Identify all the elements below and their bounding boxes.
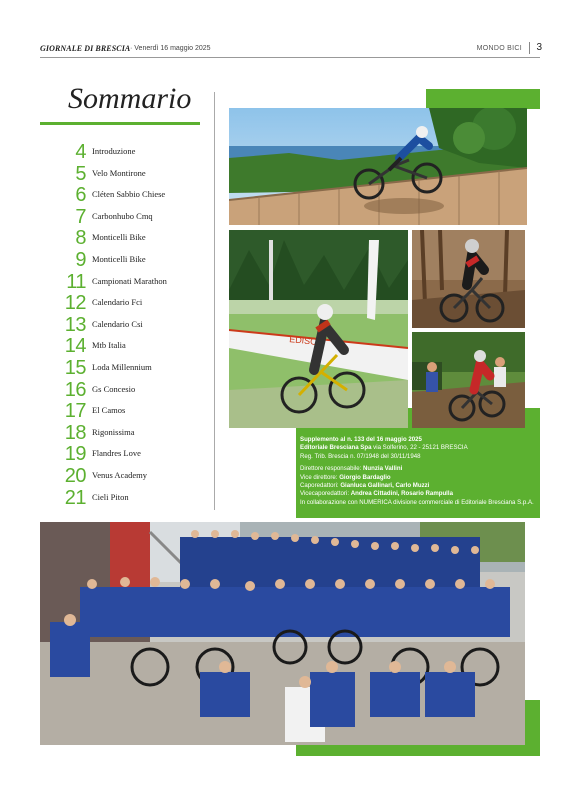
newspaper-name: GIORNALE DI BRESCIA bbox=[40, 44, 131, 53]
director-label: Direttore responsabile: bbox=[300, 465, 363, 473]
toc-item[interactable] bbox=[60, 379, 208, 401]
toc-page-number: 15 bbox=[64, 356, 86, 379]
toc-page-number: 6 bbox=[75, 184, 86, 207]
toc-item[interactable] bbox=[60, 163, 208, 185]
toc-page-number: 5 bbox=[75, 162, 86, 185]
title-underline bbox=[40, 122, 200, 125]
toc-label: Introduzione bbox=[92, 146, 136, 156]
toc-label: Flandres Love bbox=[92, 448, 141, 459]
toc-label: Gs Concesio bbox=[92, 383, 136, 394]
toc-item[interactable] bbox=[60, 271, 208, 293]
editors-names: Gianluca Gallinari, Carlo Muzzi bbox=[340, 482, 430, 490]
toc-page-number: 13 bbox=[64, 313, 86, 336]
toc-label: Monticelli Bike bbox=[92, 232, 146, 243]
deputy-label: Vicecaporedattori: bbox=[300, 490, 351, 498]
toc-page-number: 14 bbox=[64, 335, 86, 358]
mtb-rider-race-photo bbox=[229, 230, 408, 428]
collaboration-line: In collaborazione con NUMERICA divisione commerciale di Editoriale Bresciana S.p.A. bbox=[300, 498, 534, 506]
publisher-address: via Solferino, 22 - 25121 BRESCIA bbox=[371, 444, 468, 452]
toc-page-number: 17 bbox=[64, 400, 86, 423]
toc-label: Campionati Marathon bbox=[92, 275, 167, 286]
toc-page-number: 19 bbox=[64, 443, 86, 466]
column-divider bbox=[214, 92, 215, 510]
toc-page-number: 7 bbox=[75, 205, 86, 228]
registration-line: Reg. Trib. Brescia n. 07/1948 del 30/11/1948 bbox=[300, 452, 421, 460]
section-name: MONDO BICI bbox=[476, 45, 522, 52]
toc-item[interactable] bbox=[60, 335, 208, 357]
publication-credits bbox=[300, 436, 538, 507]
toc-item[interactable] bbox=[60, 184, 208, 206]
toc-label: Monticelli Bike bbox=[92, 253, 146, 264]
header-divider bbox=[529, 42, 530, 54]
toc-page-number: 8 bbox=[75, 227, 86, 250]
toc-label: Carbonhubo Cmq bbox=[92, 210, 153, 221]
page-number: 3 bbox=[536, 42, 542, 53]
director-name: Nunzia Vallini bbox=[363, 465, 403, 473]
toc-item[interactable] bbox=[60, 357, 208, 379]
toc-item[interactable] bbox=[60, 487, 208, 509]
vice-name: Giorgio Bardaglio bbox=[339, 473, 391, 481]
toc-page-number: 20 bbox=[64, 464, 86, 487]
vice-label: Vice direttore: bbox=[300, 473, 340, 481]
toc-label: Mtb Italia bbox=[92, 340, 126, 351]
toc-item[interactable] bbox=[60, 443, 208, 465]
toc-item[interactable] bbox=[60, 141, 208, 163]
issue-date: · Venerdì 16 maggio 2025 bbox=[130, 45, 211, 52]
cycling-team-group-photo bbox=[40, 522, 525, 745]
toc-label: Rigonissima bbox=[92, 426, 135, 437]
toc-page-number: 18 bbox=[64, 421, 86, 444]
toc-item[interactable] bbox=[60, 422, 208, 444]
deputy-names: Andrea Cittadini, Rosario Rampulla bbox=[350, 490, 453, 498]
toc-item[interactable] bbox=[60, 206, 208, 228]
toc-item[interactable] bbox=[60, 314, 208, 336]
toc-label: Loda Millennium bbox=[92, 361, 152, 372]
mtb-rider-forest-photo bbox=[412, 230, 525, 328]
supplement-line: Supplemento al n. 133 del 16 maggio 2025 bbox=[300, 436, 422, 443]
header-rule bbox=[40, 57, 540, 58]
toc-item[interactable] bbox=[60, 465, 208, 487]
toc-label: Cieli Piton bbox=[92, 491, 129, 502]
toc-item[interactable] bbox=[60, 227, 208, 249]
toc-label: El Camos bbox=[92, 405, 126, 416]
editors-label: Caporedattori: bbox=[300, 482, 341, 490]
toc-item[interactable] bbox=[60, 400, 208, 422]
toc-page-number: 4 bbox=[75, 141, 86, 163]
toc-label: Calendario Fci bbox=[92, 297, 143, 308]
green-accent-block bbox=[426, 89, 540, 109]
toc-label: Cléten Sabbio Chiese bbox=[92, 189, 166, 200]
toc-label: Venus Academy bbox=[92, 469, 148, 480]
toc-page-number: 16 bbox=[64, 378, 86, 401]
toc-label: Velo Montirone bbox=[92, 167, 146, 178]
mtb-rider-ramp-photo bbox=[229, 108, 527, 225]
toc-label: Calendario Csi bbox=[92, 318, 143, 329]
page-header bbox=[40, 42, 544, 56]
toc-page-number: 21 bbox=[64, 486, 86, 509]
toc-item[interactable] bbox=[60, 292, 208, 314]
mtb-riders-trail-photo bbox=[412, 332, 525, 428]
toc-item[interactable] bbox=[60, 249, 208, 271]
page-title: Sommario bbox=[68, 82, 192, 115]
toc-page-number: 12 bbox=[64, 292, 86, 315]
toc-page-number: 9 bbox=[75, 248, 86, 271]
toc-page-number: 11 bbox=[66, 270, 86, 293]
table-of-contents bbox=[60, 141, 208, 508]
publisher-name: Editoriale Bresciana Spa bbox=[300, 444, 372, 452]
svg-text:EDISON: EDISON bbox=[288, 334, 325, 348]
